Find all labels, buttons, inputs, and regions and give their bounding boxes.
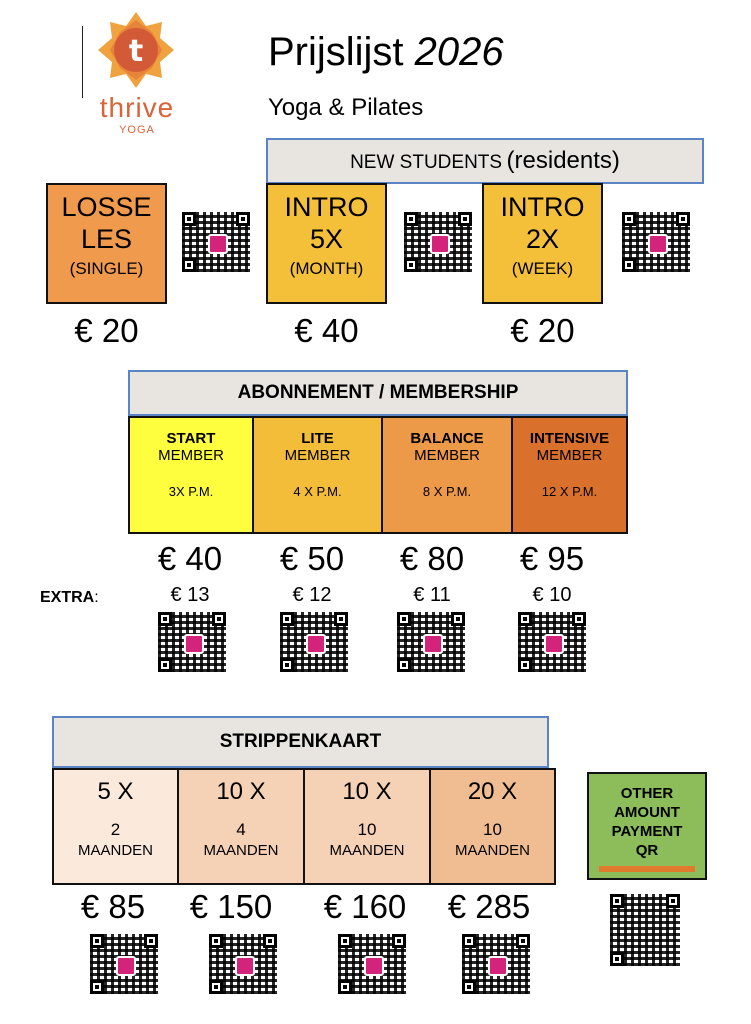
tier-lite-price: € 50 bbox=[279, 540, 345, 577]
svg-text:t: t bbox=[128, 34, 144, 69]
intro-5x-price: € 40 bbox=[294, 312, 359, 349]
brand-sub: YOGA bbox=[119, 124, 155, 136]
tier-freq: 3X P.M. bbox=[168, 484, 214, 499]
tier-balance-extra: € 11 bbox=[413, 584, 451, 606]
intro5-line2: 5X bbox=[309, 224, 344, 254]
tier-lite bbox=[254, 418, 383, 532]
card-20x-price: € 285 bbox=[447, 888, 531, 925]
membership-table bbox=[128, 416, 628, 534]
card-months: 10 bbox=[483, 820, 502, 839]
membership-header-label: ABONNEMENT / MEMBERSHIP bbox=[237, 382, 519, 403]
card-count: 10 X bbox=[216, 778, 266, 805]
other-line4: QR bbox=[635, 842, 659, 859]
card-unit: MAANDEN bbox=[203, 842, 279, 859]
single-price: € 20 bbox=[74, 312, 139, 349]
intro2-line2: 2X bbox=[525, 224, 560, 254]
tier-freq: 12 X P.M. bbox=[541, 484, 598, 499]
tier-lite-extra: € 12 bbox=[292, 584, 332, 606]
title-year: 2026 bbox=[414, 30, 504, 74]
new-students-header bbox=[266, 138, 704, 184]
title-main: Prijslijst bbox=[268, 30, 404, 74]
extra-label bbox=[40, 589, 99, 607]
page-title bbox=[268, 30, 504, 75]
new-students-label: NEW STUDENTS bbox=[350, 152, 503, 173]
tier-balance-qr-code[interactable] bbox=[397, 612, 465, 672]
tier-intensive-price: € 95 bbox=[519, 540, 585, 577]
single-class-box bbox=[46, 183, 167, 304]
tier-name: START bbox=[166, 430, 216, 447]
intro2-line3: (WEEK) bbox=[511, 259, 574, 278]
membership-header bbox=[128, 370, 628, 416]
card-10x-10m bbox=[305, 770, 431, 883]
tier-sub: MEMBER bbox=[284, 447, 351, 464]
tier-start-qr-code[interactable] bbox=[158, 612, 226, 672]
strippenkaart-header bbox=[52, 716, 549, 768]
intro-5x-qr-code[interactable] bbox=[404, 212, 472, 272]
page-subtitle: Yoga & Pilates bbox=[268, 94, 424, 121]
other-underline bbox=[599, 866, 695, 872]
intro5-line3: (MONTH) bbox=[289, 259, 364, 278]
single-line1: LOSSE bbox=[61, 192, 152, 222]
card-unit: MAANDEN bbox=[77, 842, 153, 859]
card-20x bbox=[431, 770, 554, 883]
other-line1: OTHER bbox=[620, 785, 674, 802]
card-count: 10 X bbox=[342, 778, 392, 805]
new-students-residents: (residents) bbox=[506, 147, 620, 174]
tier-name: LITE bbox=[301, 430, 334, 447]
single-qr-code[interactable] bbox=[182, 212, 250, 272]
extra-label-text: EXTRA bbox=[40, 589, 95, 606]
intro-2x-box bbox=[482, 183, 603, 304]
tier-start-price: € 40 bbox=[157, 540, 223, 577]
card-count: 20 X bbox=[467, 778, 518, 805]
intro-5x-box bbox=[266, 183, 387, 304]
tier-name: INTENSIVE bbox=[529, 430, 610, 447]
tier-sub: MEMBER bbox=[158, 447, 224, 464]
card-5x bbox=[54, 770, 179, 883]
card-5x-qr-code[interactable] bbox=[90, 934, 158, 994]
card-months: 2 bbox=[110, 820, 121, 839]
brand-name: thrive bbox=[99, 92, 175, 123]
tier-freq: 8 X P.M. bbox=[422, 484, 472, 499]
intro-2x-price: € 20 bbox=[510, 312, 575, 349]
tier-intensive-qr-code[interactable] bbox=[518, 612, 586, 672]
tier-freq: 4 X P.M. bbox=[293, 484, 342, 499]
tier-start bbox=[130, 418, 254, 532]
intro-2x-qr-code[interactable] bbox=[622, 212, 690, 272]
tier-sub: MEMBER bbox=[414, 447, 480, 464]
other-line3: PAYMENT bbox=[611, 823, 683, 840]
tier-start-extra: € 13 bbox=[170, 584, 210, 606]
logo-divider bbox=[82, 26, 83, 98]
intro2-line1: INTRO bbox=[500, 192, 585, 222]
other-line2: AMOUNT bbox=[614, 804, 680, 821]
tier-balance bbox=[383, 418, 513, 532]
other-amount-qr-code[interactable] bbox=[610, 894, 680, 966]
single-line2: LES bbox=[80, 224, 133, 254]
tier-intensive bbox=[513, 418, 626, 532]
strippenkaart-header-label: STRIPPENKAART bbox=[219, 731, 382, 752]
single-line3: (SINGLE) bbox=[69, 259, 144, 278]
card-10x-10m-qr-code[interactable] bbox=[338, 934, 406, 994]
extra-label-colon: : bbox=[94, 589, 99, 606]
card-10x-10m-price: € 160 bbox=[323, 888, 407, 925]
tier-name: BALANCE bbox=[410, 430, 484, 447]
card-months: 10 bbox=[357, 820, 377, 839]
card-count: 5 X bbox=[97, 778, 134, 805]
card-10x-4m-price: € 150 bbox=[189, 888, 273, 925]
card-5x-price: € 85 bbox=[80, 888, 146, 925]
strippenkaart-table bbox=[52, 768, 556, 885]
other-amount-box bbox=[587, 772, 707, 880]
tier-sub: MEMBER bbox=[536, 447, 603, 464]
intro5-line1: INTRO bbox=[284, 192, 369, 222]
card-months: 4 bbox=[236, 820, 246, 839]
card-10x-4m-qr-code[interactable] bbox=[209, 934, 277, 994]
tier-intensive-extra: € 10 bbox=[532, 584, 572, 606]
card-20x-qr-code[interactable] bbox=[462, 934, 530, 994]
card-unit: MAANDEN bbox=[454, 842, 530, 859]
tier-lite-qr-code[interactable] bbox=[280, 612, 348, 672]
card-unit: MAANDEN bbox=[329, 842, 405, 859]
tier-balance-price: € 80 bbox=[399, 540, 465, 577]
card-10x-4m bbox=[179, 770, 305, 883]
thrive-logo-icon bbox=[96, 10, 176, 90]
